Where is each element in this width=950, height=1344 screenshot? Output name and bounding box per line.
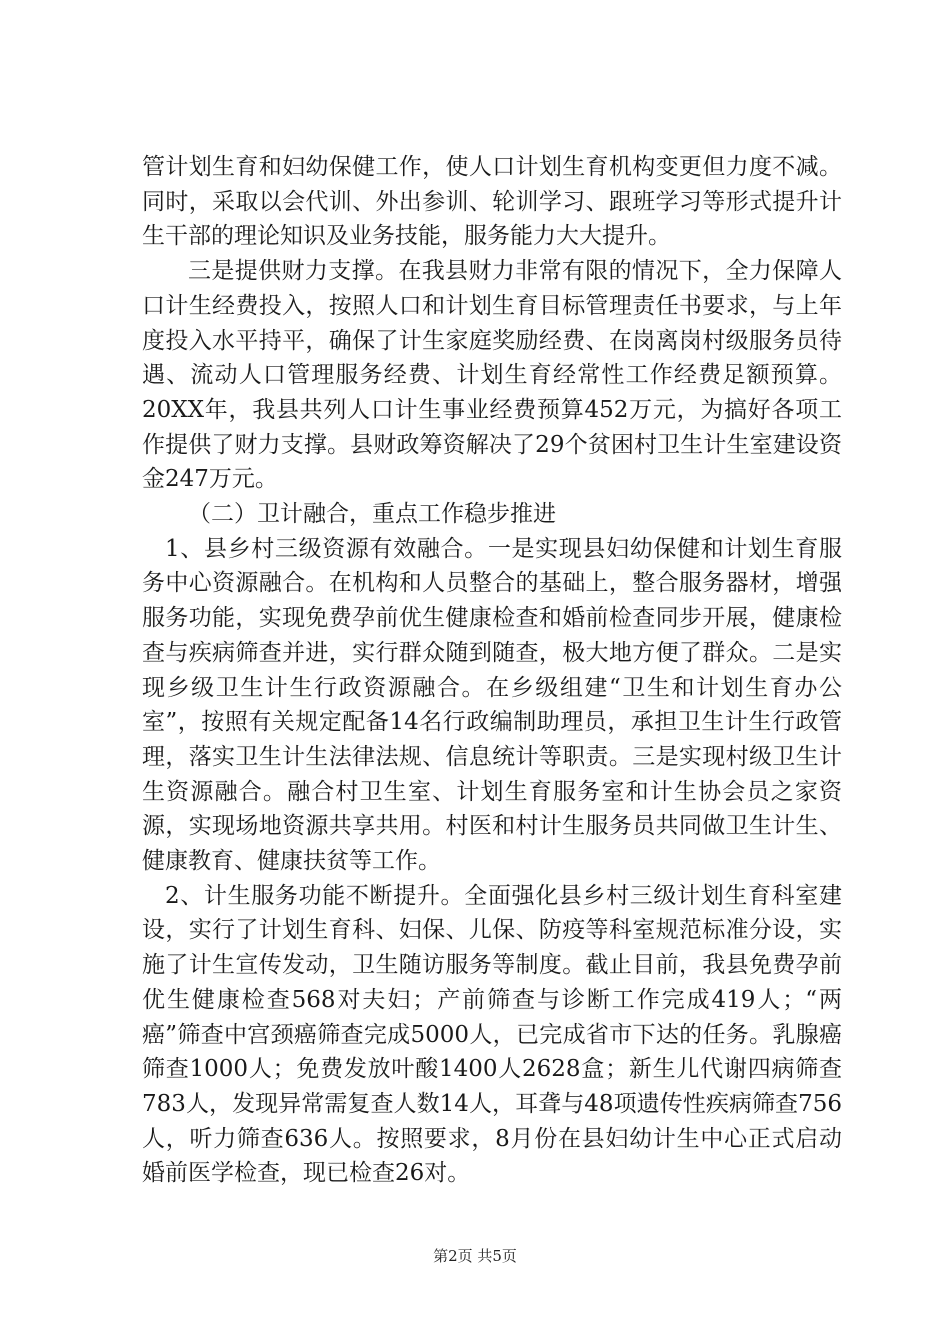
page-footer: 第2页 共5页 [433,1247,517,1265]
paragraph-continuation: 管计划生育和妇幼保健工作，使人口计划生育机构变更但力度不减。同时，采取以会代训、外出参训、轮训学习、跟班学习等形式提升计生干部的理论知识及业务技能，服务能力大大提升。 [142,154,842,250]
paragraph-resource-integration: 1、县乡村三级资源有效融合。一是实现县妇幼保健和计划生育服务中心资源融合。在机构和人员整合的基础上，整合服务器材，增强服务功能，实现免费孕前优生健康检查和婚前检查同步开展，健康检查与疾病筛查并进，实行群众随到随查，极大地方便了群众。二是实现乡级卫生计生行政资源融合。在乡级组建“卫生和计划生育办公室”，按照有关规定配备14名行政编制助理员，承担卫生计生行政管理，落实卫生计生法律法规、信息统计等职责。三是实现村级卫生计生资源融合。融合村卫生室、计划生育服务室和计生协会员之家资源，实现场地资源共享共用。村医和村计生服务员共同做卫生计生、健康教育、健康扶贫等工作。 [142,535,842,875]
paragraph-financial-support: 三是提供财力支撑。在我县财力非常有限的情况下，全力保障人口计生经费投入，按照人口和计划生育目标管理责任书要求，与上年度投入水平持平，确保了计生家庭奖励经费、在岗离岗村级服务员待遇、流动人口管理服务经费、计划生育经常性工作经费足额预算。20XX年，我县共列人口计生事业经费预算452万元，为搞好各项工作提供了财力支撑。县财政筹资解决了29个贫困村卫生计生室建设资金247万元。 [142,258,842,493]
document-body [142,150,842,1191]
paragraph-service-improvement: 2、计生服务功能不断提升。全面强化县乡村三级计划生育科室建设，实行了计划生育科、妇保、儿保、防疫等科室规范标准分设，实施了计生宣传发动，卫生随访服务等制度。截止目前，我县免费孕前优生健康检查568对夫妇；产前筛查与诊断工作完成419人；“两癌”筛查中宫颈癌筛查完成5000人，已完成省市下达的任务。乳腺癌筛查1000人；免费发放叶酸1400人2628盒；新生儿代谢四病筛查783人，发现异常需复查人数14人，耳聋与48项遗传性疾病筛查756人，听力筛查636人。按照要求，8月份在县妇幼计生中心正式启动婚前医学检查，现已检查26对。 [142,882,842,1187]
section-heading: （二）卫计融合，重点工作稳步推进 [188,501,556,528]
